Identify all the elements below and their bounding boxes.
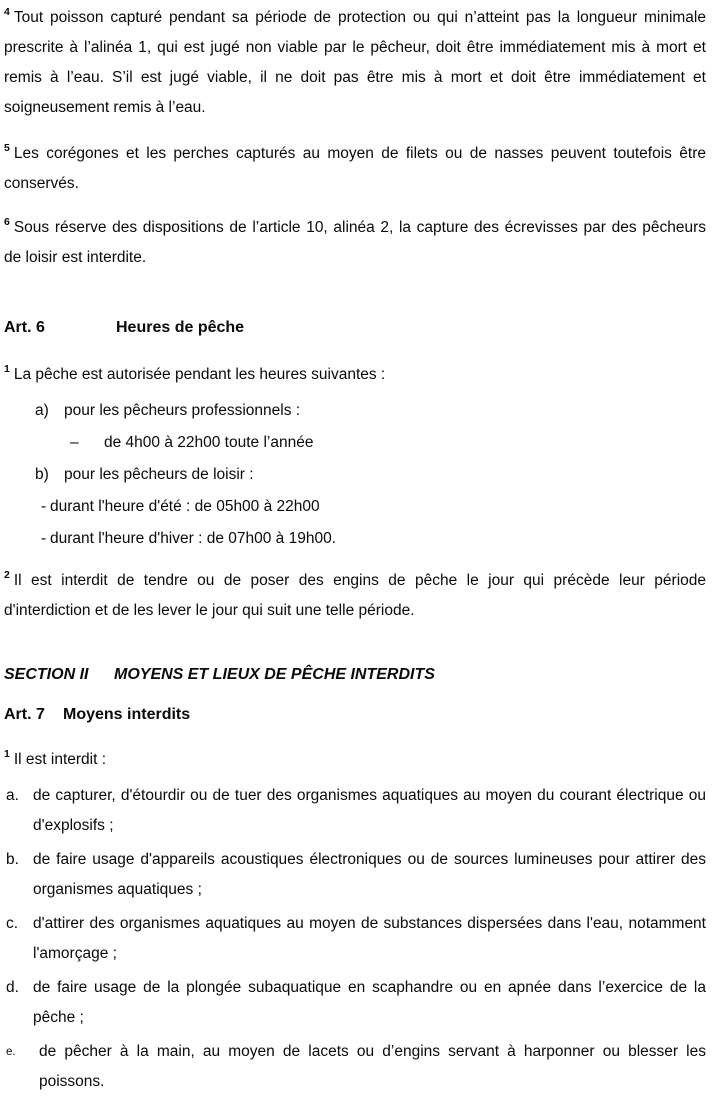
prohibition-item-d-text: de faire usage de la plongée subaquatique en scaphandre ou en apnée dans l’exercice de la pêche ; [33,979,706,1026]
prohibition-item-a [4,781,706,841]
prohibition-item-b-text: de faire usage d'appareils acoustiques électroniques ou de sources lumineuses pour attirer des organismes aquatiques ; [33,851,706,898]
article-6-label: Art. 6 [4,319,45,336]
list-item-b [4,460,706,490]
prohibition-item-e-text: de pêcher à la main, au moyen de lacets ou d’engins servant à harponner ou blesser les poissons. [39,1043,706,1090]
list-subitem-dash [4,428,706,458]
article-6-paragraph-1-text: La pêche est autorisée pendant les heures suivantes : [13,366,386,383]
paragraph-6 [4,213,706,273]
article-7-paragraph-1 [4,745,706,775]
prohibition-item-c-text: d'attirer des organismes aquatiques au moyen de substances dispersées dans l'eau, notamment l'amorçage ; [33,915,706,962]
paragraph-5-text: Les corégones et les perches capturés au moyen de filets ou de nasses peuvent toutefois être conservés. [4,145,706,192]
prohibition-item-e [4,1037,706,1097]
list-subitem-summer-marker: - [41,498,47,515]
article-7-paragraph-1-number: 1 [4,747,10,760]
article-6-paragraph-2-text: Il est interdit de tendre ou de poser des engins de pêche le jour qui précède leur période d'interdiction et de les lever le jour qui suit une telle période. [4,572,706,619]
article-6-heading [4,313,706,343]
prohibition-item-c-marker: c. [6,915,19,932]
list-item-b-marker: b) [35,466,49,483]
list-subitem-summer [4,492,706,522]
article-7-heading [4,700,706,730]
prohibition-item-d [4,973,706,1033]
article-6-paragraph-2 [4,566,706,626]
article-7-label: Art. 7 [4,706,45,723]
article-7-title: Moyens interdits [63,706,191,723]
list-subitem-winter-text: durant l'heure d'hiver : de 07h00 à 19h00. [50,530,336,547]
list-subitem-summer-text: durant l'heure d'été : de 05h00 à 22h00 [50,498,320,515]
paragraph-4-number: 4 [4,5,10,18]
paragraph-6-number: 6 [4,215,10,228]
paragraph-5-number: 5 [4,141,10,154]
prohibition-item-a-text: de capturer, d'étourdir ou de tuer des organismes aquatiques au moyen du courant électrique ou d'explosifs ; [33,787,706,834]
prohibition-item-e-marker: e. [6,1046,16,1058]
article-6-paragraph-1 [4,360,706,390]
paragraph-4-text: Tout poisson capturé pendant sa période de protection ou qui n’atteint pas la longueur minimale prescrite à l’alinéa 1, qui est jugé non viable par le pêcheur, doit être immédiatement mis à mort et remis à l’eau. S’il est jugé viable, il ne doit pas être mis à mort et doit être immédiatement et soigneusement remis à l’eau. [4,9,706,116]
list-subitem-winter [4,524,706,554]
prohibition-item-b [4,845,706,905]
section-2-label: SECTION II [4,666,89,683]
article-6-paragraph-2-number: 2 [4,568,10,581]
section-2-title: MOYENS ET LIEUX DE PÊCHE INTERDITS [114,666,435,683]
section-2-heading [4,660,706,690]
article-6-title: Heures de pêche [116,319,245,336]
article-6-paragraph-1-number: 1 [4,362,10,375]
list-item-a-marker: a) [35,402,49,419]
paragraph-5 [4,139,706,199]
prohibition-item-b-marker: b. [6,851,19,868]
list-subitem-dash-marker: – [70,434,79,451]
prohibition-item-d-marker: d. [6,979,19,996]
list-item-a-text: pour les pêcheurs professionnels : [64,402,301,419]
paragraph-4 [4,3,706,123]
prohibition-item-a-marker: a. [6,787,19,804]
prohibition-item-c [4,909,706,969]
list-subitem-dash-text: de 4h00 à 22h00 toute l’année [104,434,314,451]
list-subitem-winter-marker: - [41,530,47,547]
list-item-b-text: pour les pêcheurs de loisir : [64,466,254,483]
article-7-paragraph-1-text: Il est interdit : [13,751,107,768]
paragraph-6-text: Sous réserve des dispositions de l’article 10, alinéa 2, la capture des écrevisses par des pêcheurs de loisir est interdite. [4,219,706,266]
list-item-a [4,396,706,426]
